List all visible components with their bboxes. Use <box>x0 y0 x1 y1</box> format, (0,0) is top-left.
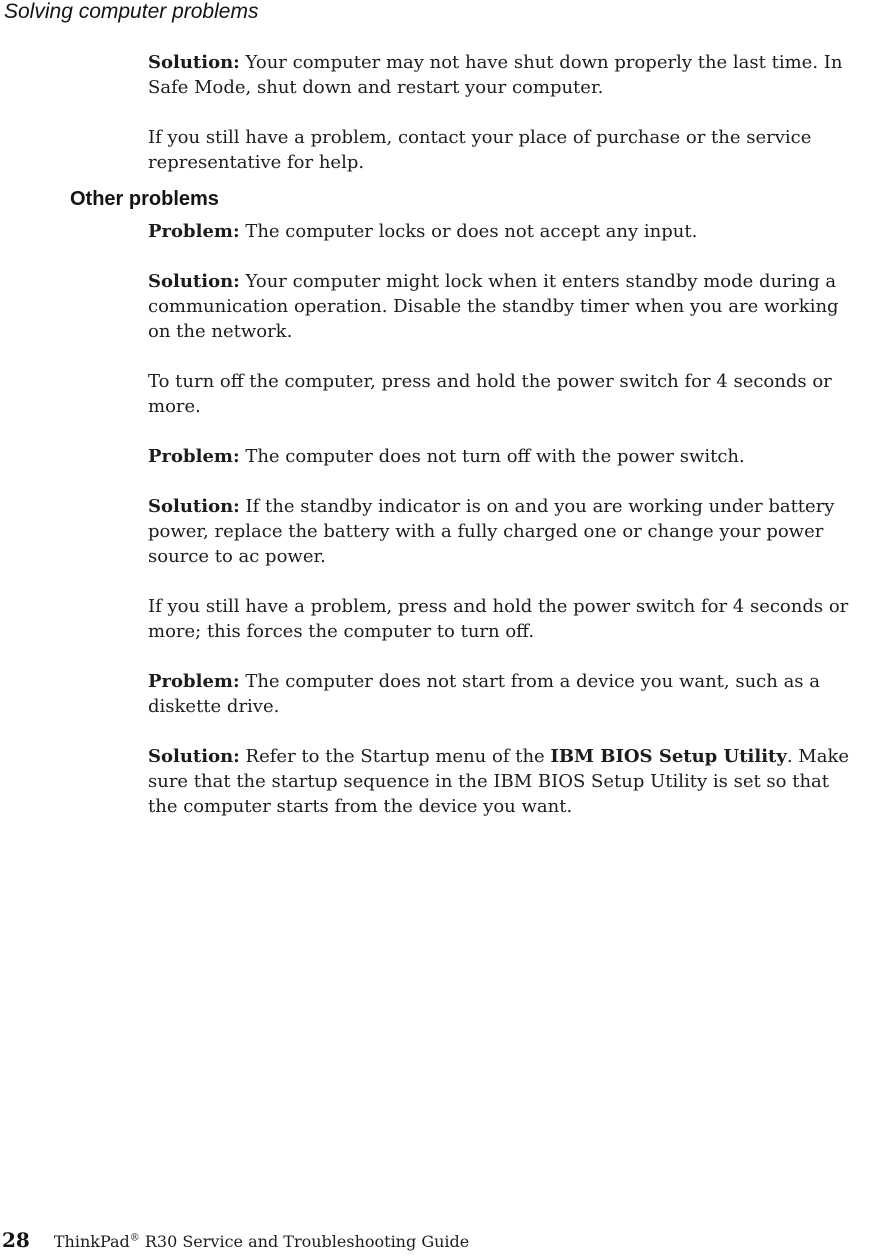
bold-text-segment: Solution: <box>148 52 240 73</box>
bold-text-segment: IBM BIOS Setup Utility <box>550 746 787 767</box>
registered-trademark-symbol: ® <box>129 1232 140 1244</box>
text-segment: If you still have a problem, contact your place of purchase or the service representative for help. <box>148 127 812 173</box>
footer-doc-title-prefix: ThinkPad <box>53 1232 130 1251</box>
bold-text-segment: Problem: <box>148 446 240 467</box>
text-segment: The computer does not turn off with the power switch. <box>239 446 745 467</box>
text-segment: The computer does not start from a device you want, such as a diskette drive. <box>148 671 820 717</box>
text-segment: Your computer might lock when it enters standby mode during a communication operation. Disable the standby timer when you are working on the network. <box>148 271 839 342</box>
footer-doc-title <box>54 1232 469 1251</box>
text-segment: To turn off the computer, press and hold the power switch for 4 seconds or more. <box>148 371 832 417</box>
footer-doc-title-suffix: R30 Service and Troubleshooting Guide <box>139 1232 470 1251</box>
paragraph <box>148 744 860 819</box>
bold-text-segment: Solution: <box>148 746 240 767</box>
bold-text-segment: Solution: <box>148 271 240 292</box>
text-segment: If the standby indicator is on and you are working under battery power, replace the battery with a fully charged one or change your power source to ac power. <box>148 496 835 567</box>
paragraph <box>148 444 860 469</box>
bold-text-segment: Problem: <box>148 221 240 242</box>
paragraph-group-other-problems <box>148 219 860 819</box>
page-footer <box>2 1228 469 1252</box>
bold-text-segment: Problem: <box>148 671 240 692</box>
paragraph <box>148 369 860 419</box>
text-segment: If you still have a problem, press and hold the power switch for 4 seconds or more; this forces the computer to turn off. <box>148 596 849 642</box>
bold-text-segment: Solution: <box>148 496 240 517</box>
text-segment: Your computer may not have shut down properly the last time. In Safe Mode, shut down and restart your computer. <box>148 52 843 98</box>
paragraph <box>148 50 860 100</box>
running-header: Solving computer problems <box>4 0 259 23</box>
paragraph <box>148 669 860 719</box>
section-heading: Other problems <box>70 188 219 210</box>
paragraph <box>148 269 860 344</box>
paragraph <box>148 494 860 569</box>
paragraph <box>148 594 860 644</box>
paragraph-group-before-heading <box>148 50 860 175</box>
body-column <box>70 50 860 844</box>
text-segment: The computer locks or does not accept any input. <box>239 221 698 242</box>
page-number: 28 <box>2 1228 30 1252</box>
text-segment: . Make sure that the startup sequence in the IBM BIOS Setup Utility is set so that the computer starts from the device you want. <box>148 746 850 817</box>
paragraph <box>148 219 860 244</box>
text-segment: Refer to the Startup menu of the <box>239 746 551 767</box>
paragraph <box>148 125 860 175</box>
